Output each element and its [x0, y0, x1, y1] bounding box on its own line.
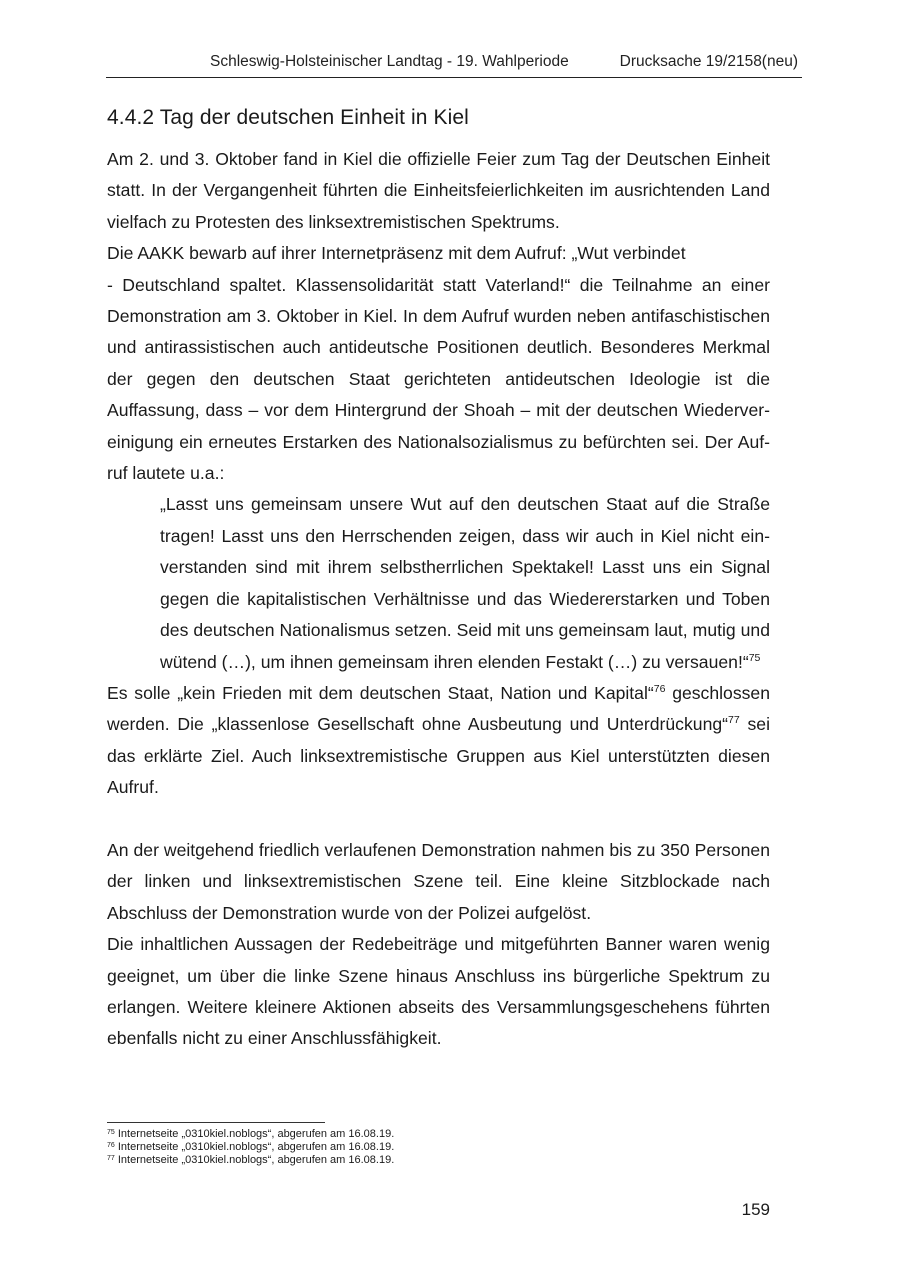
- paragraph-aakk: - Deutschland spaltet. Klassensolidarität statt Vaterland!“ die Teilnahme an einer Demonstration am 3. Oktober in Kiel. In dem Aufruf wurden neben antifaschistischen und antirassistischen auch antideutsche Positionen deutlich. Besonderes Merkmal der gegen den deutschen Staat gerichteten antideutschen Ideologie ist die Auffassung, dass – vor dem Hintergrund der Shoah – mit der deutschen Wiedervereinigung ein erneutes Erstarken des Nationalsozialismus zu befürchten sei. Der Aufruf lautete u.a.:: [107, 274, 770, 484]
- goal-text-2: geschlossen werden. Die „klassenlose Gesellschaft ohne Ausbeutung und Unterdrückung“: [107, 682, 770, 735]
- footnote-77: [107, 1154, 394, 1167]
- goal-text-1: Es solle „kein Frieden mit dem deutschen Staat, Nation und Kapital“: [107, 682, 654, 703]
- paragraph-spacer: [107, 804, 770, 835]
- paragraph-assessment: Die inhaltlichen Aussagen der Redebeiträge und mitgeführten Banner waren wenig geeignet, um über die linke Szene hinaus Anschluss ins bürgerliche Spektrum zu erlangen. Weitere kleinere Aktionen abseits des Versammlungsgeschehens führten ebenfalls nicht zu einer Anschlussfähigkeit.: [107, 934, 770, 1049]
- paragraph-goal: [107, 678, 770, 804]
- header-parliament: Schleswig-Holsteinischer Landtag - 19. Wahlperiode: [210, 53, 569, 70]
- footnote-number: 77: [107, 1155, 115, 1162]
- footnote-number: 75: [107, 1129, 115, 1136]
- page-header: [106, 50, 802, 78]
- paragraph-intro: Am 2. und 3. Oktober fand in Kiel die offizielle Feier zum Tag der Deutschen Einheit statt. In der Vergangenheit führten die Einheitsfeierlichkeiten im ausrichtenden Land vielfach zu Protesten des linksextremistischen Spektrums.: [107, 149, 770, 232]
- body-text: [107, 144, 770, 1055]
- footnote-76: [107, 1141, 394, 1154]
- footnote-text: Internetseite „0310kiel.noblogs“, abgerufen am 16.08.19.: [114, 1154, 395, 1166]
- footnote-75: [107, 1128, 394, 1141]
- footnote-text: Internetseite „0310kiel.noblogs“, abgerufen am 16.08.19.: [114, 1141, 395, 1153]
- block-quote: [160, 489, 770, 677]
- paragraph-aakk-line1: Die AAKK bewarb auf ihrer Internetpräsenz mit dem Aufruf: „Wut verbindet: [107, 243, 686, 264]
- footnotes: [107, 1128, 394, 1167]
- footnote-divider: [107, 1122, 325, 1123]
- goal-text-3: sei das erklärte Ziel. Auch linksextremistische Gruppen aus Kiel unterstützten diesen Aufruf.: [107, 714, 770, 798]
- header-document-number: Drucksache 19/2158(neu): [619, 53, 798, 70]
- footnote-text: Internetseite „0310kiel.noblogs“, abgerufen am 16.08.19.: [114, 1128, 395, 1140]
- footnote-ref-77: 77: [728, 714, 740, 727]
- paragraph-demonstration: An der weitgehend friedlich verlaufenen Demonstration nahmen bis zu 350 Personen der linken und linksextremistischen Szene teil. Eine kleine Sitzblockade nach Abschluss der Demonstration wurde von der Polizei aufgelöst.: [107, 839, 770, 923]
- footnote-number: 76: [107, 1142, 115, 1149]
- quote-text: „Lasst uns gemeinsam unsere Wut auf den deutschen Staat auf die Straße tragen! Lasst uns den Herrschenden zeigen, dass wir auch in Kiel nicht einverstanden sind mit ihrem selbstherrlichen Spektakel! Lasst uns ein Signal gegen die kapitalistischen Verhältnisse und das Wiedererstarken und Toben des deutschen Nationalismus setzen. Seid mit uns gemeinsam laut, mutig und wütend (…), um ihnen gemeinsam ihren elenden Festakt (…) zu versauen!“: [160, 494, 770, 672]
- page-number: 159: [741, 1200, 770, 1219]
- section-title: 4.4.2 Tag der deutschen Einheit in Kiel: [107, 106, 469, 129]
- footnote-ref-75: 75: [748, 651, 761, 664]
- footnote-ref-76: 76: [653, 682, 666, 695]
